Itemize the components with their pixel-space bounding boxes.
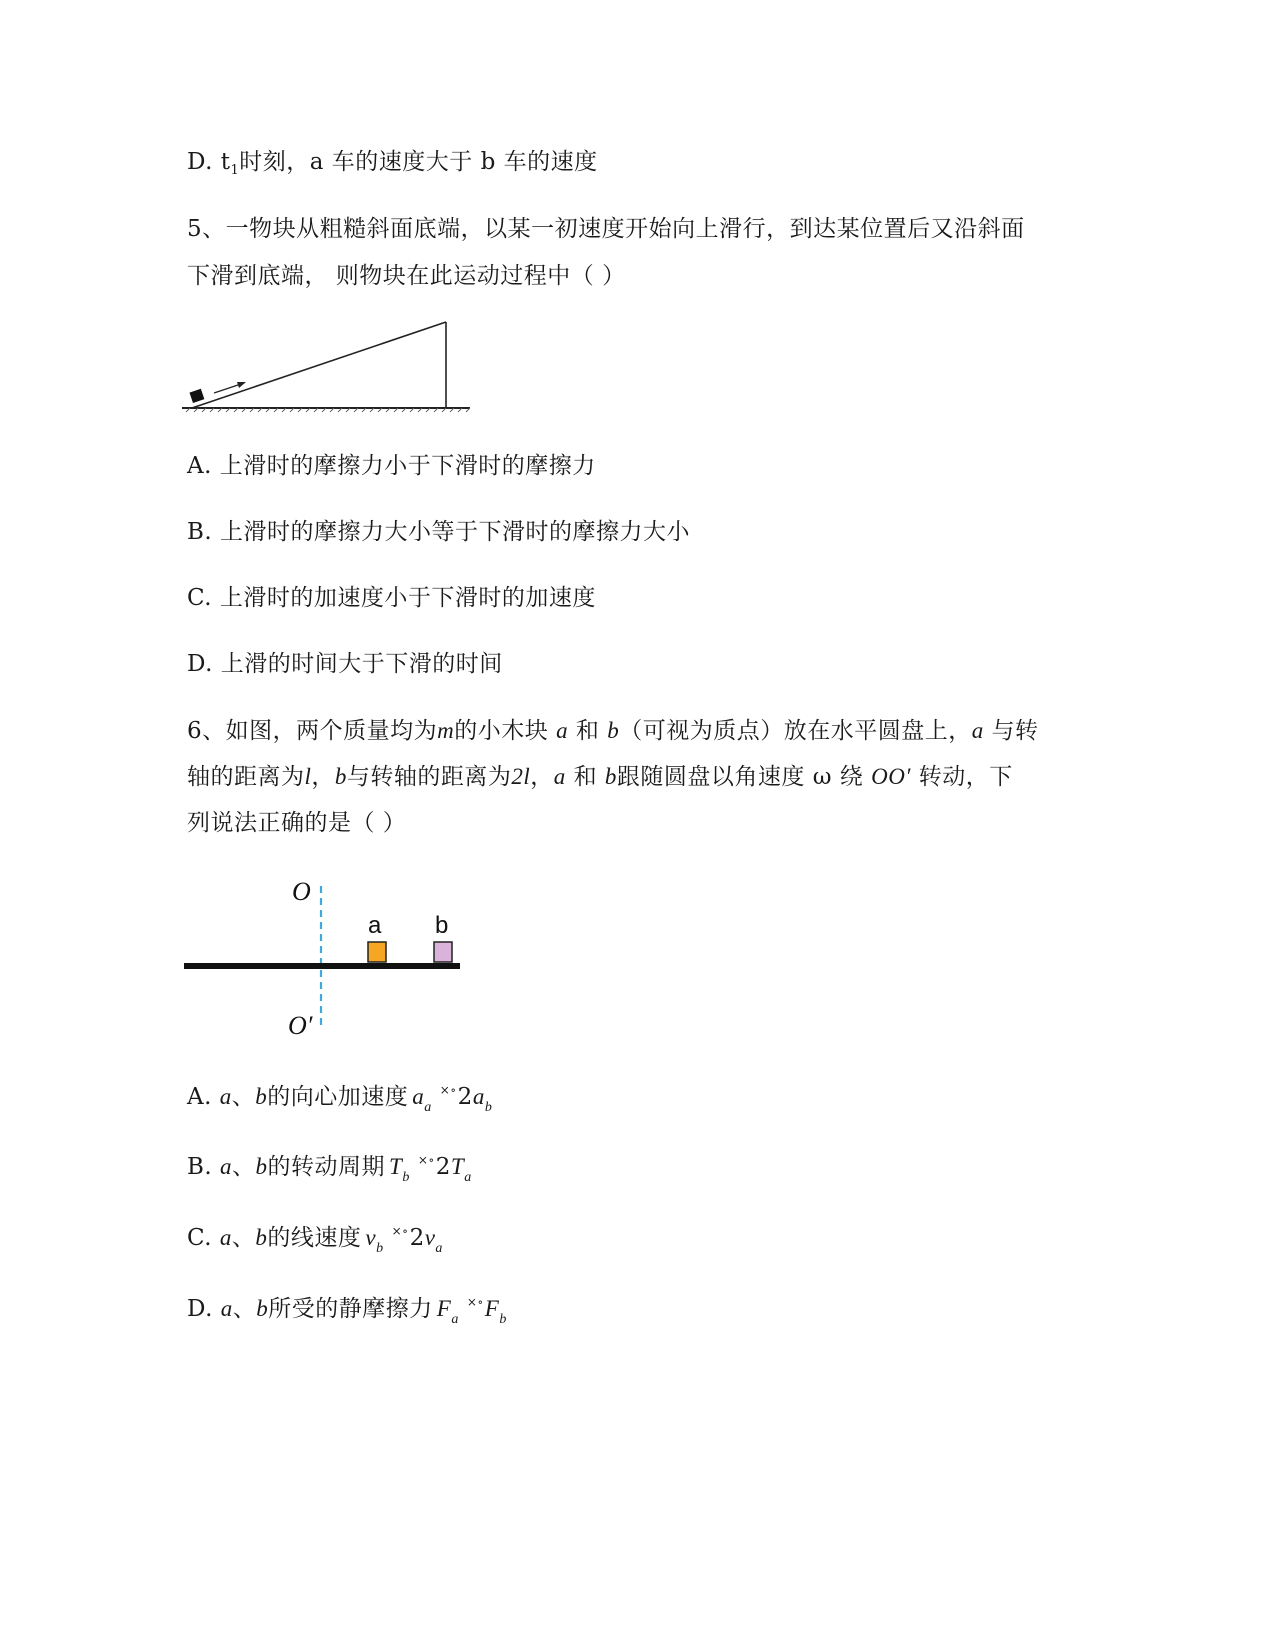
- block-a: [368, 942, 386, 962]
- relation-symbol: ×∘: [391, 1224, 409, 1238]
- q6-option-a: A. a、b的向心加速度 $a_a^{\times\circ}2a_b$: [187, 1083, 493, 1115]
- incline-slope-line: [192, 322, 446, 408]
- q5-option-c: C. 上滑时的加速度小于下滑时的加速度: [187, 585, 596, 611]
- label-o-top: O: [292, 877, 311, 906]
- relation-symbol: ×∘: [466, 1295, 484, 1309]
- q5-stem-line1: 5、一物块从粗糙斜面底端，以某一初速度开始向上滑行，到达某位置后又沿斜面: [187, 216, 1025, 242]
- q4-option-d: [187, 147, 598, 186]
- q5-option-b: B. 上滑时的摩擦力大小等于下滑时的摩擦力大小: [187, 519, 691, 545]
- label-o-bottom: O′: [288, 1011, 313, 1040]
- motion-arrow-head: [237, 382, 246, 388]
- relation-symbol: ×∘: [417, 1153, 435, 1167]
- disk-figure: [180, 870, 480, 1045]
- label-a: a: [368, 912, 382, 939]
- q6-stem-line1: 6、如图，两个质量均为m的小木块 a 和 b（可视为质点）放在水平圆盘上，a 与转: [187, 718, 1039, 744]
- block-b: [434, 942, 452, 962]
- axis-oo: OO′: [871, 764, 911, 789]
- q4-option-d-subscript: 1: [230, 163, 240, 178]
- var-m: m: [437, 718, 455, 743]
- label-b: b: [435, 912, 449, 939]
- q6-stem-line2: 轴的距离为l，b与转轴的距离为2l，a 和 b跟随圆盘以角速度 ω 绕 OO′ 转动，下: [187, 764, 1013, 790]
- relation-symbol: ×∘: [439, 1083, 457, 1097]
- q4-option-d-prefix: D. t: [187, 149, 231, 175]
- var-2l: 2l: [511, 764, 531, 789]
- q6-option-b: B. a、b的转动周期 $T_b^{\times\circ}2T_a$: [187, 1153, 472, 1185]
- var-b: b: [607, 718, 620, 743]
- q5-stem-line2: 下滑到底端， 则物块在此运动过程中（ ）: [187, 263, 626, 289]
- incline-figure: [180, 315, 480, 425]
- var-a: a: [556, 718, 569, 743]
- q5-option-a: A. 上滑时的摩擦力小于下滑时的摩擦力: [187, 453, 596, 479]
- q6-stem-line3: 列说法正确的是（ ）: [187, 810, 407, 836]
- sliding-block: [189, 389, 204, 403]
- q6-option-c: C. a、b的线速度 $v_b^{\times\circ}2v_a$: [187, 1224, 443, 1256]
- q4-option-d-text: 时刻，a 车的速度大于 b 车的速度: [239, 149, 598, 175]
- var-l: l: [304, 764, 312, 789]
- q6-option-d: D. a、b所受的静摩擦力 $F_a^{\times\circ}F_b$: [187, 1295, 507, 1327]
- q5-option-d: D. 上滑的时间大于下滑的时间: [187, 651, 503, 677]
